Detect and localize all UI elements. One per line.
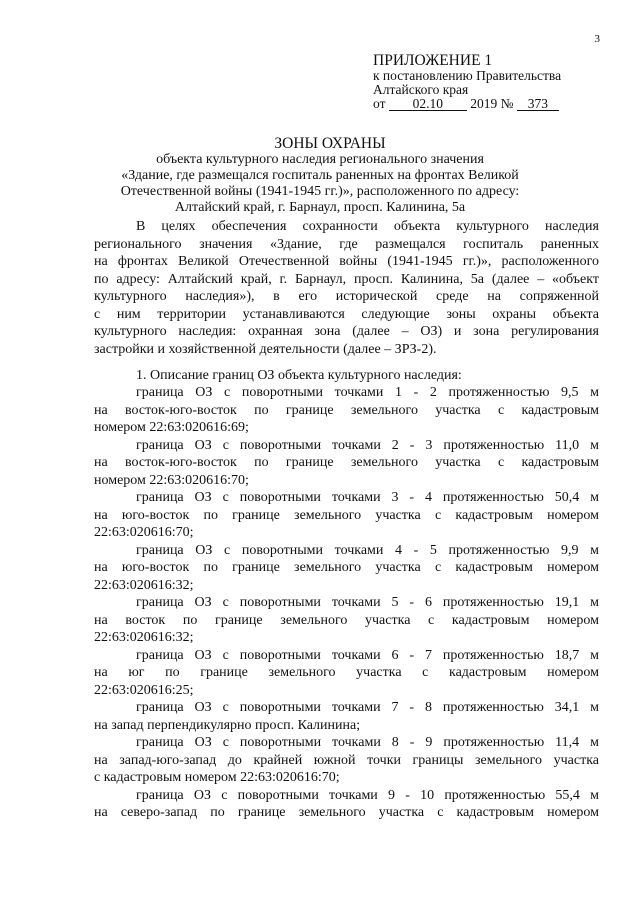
- section-heading: 1. Описание границ ОЗ объекта культурного наследия:: [136, 367, 462, 383]
- appendix-line-2: Алтайского края: [373, 82, 469, 97]
- title-line-3: Отечественной войны (1941-1945 гг.)», расположенного по адресу:: [120, 184, 520, 199]
- spacer: [94, 358, 599, 367]
- boundary-line: на восток по границе земельного участка с кадастровым номером: [94, 612, 599, 628]
- year-label: 2019 №: [470, 96, 514, 111]
- boundary-line: 22:63:020616:32;: [94, 577, 194, 593]
- intro-line: регионального значения «Здание, где размещался госпиталь раненных: [94, 236, 599, 252]
- intro-paragraph: [94, 218, 599, 358]
- appendix-block: [373, 52, 561, 111]
- boundary-item: [94, 384, 599, 437]
- boundary-item: [94, 734, 599, 787]
- title-line-4: Алтайский край, г. Барнаул, просп. Калинина, 5а: [174, 200, 466, 215]
- boundary-line: на восток-юго-восток по границе земельного участка с кадастровым: [94, 402, 599, 418]
- document-title: [0, 135, 640, 216]
- boundary-line: 22:63:020616:25;: [94, 682, 194, 698]
- boundary-line: граница ОЗ с поворотными точками 2 - 3 протяженностью 11,0 м: [136, 437, 599, 453]
- page-number: 3: [594, 33, 600, 45]
- boundary-item: [94, 489, 599, 542]
- boundary-line: на юго-восток по границе земельного участка с кадастровым номером: [94, 507, 599, 523]
- boundary-item: [94, 699, 599, 734]
- document-body: [94, 218, 599, 822]
- boundary-line: номером 22:63:020616:70;: [94, 472, 249, 488]
- title-line-1: объекта культурного наследия регионального значения: [156, 152, 484, 167]
- intro-line: застройки и хозяйственной деятельности (далее – ЗРЗ-2).: [94, 341, 437, 357]
- boundary-item: [94, 594, 599, 647]
- boundary-item: [94, 787, 599, 822]
- intro-line: культурного наследия: охранная зона (далее – ОЗ) и зона регулирования: [94, 324, 599, 339]
- intro-line: по адресу: Алтайский край, г. Барнаул, просп. Калинина, 5а (далее – «объект: [94, 271, 599, 287]
- boundary-item: [94, 647, 599, 700]
- boundary-line: на юго-восток по границе земельного участка с кадастровым номером: [94, 560, 599, 575]
- appendix-date-line: [373, 97, 561, 111]
- boundary-line: граница ОЗ с поворотными точками 3 - 4 протяженностью 50,4 м: [136, 490, 599, 505]
- boundary-line: граница ОЗ с поворотными точками 6 - 7 протяженностью 18,7 м: [136, 647, 599, 663]
- boundary-line: граница ОЗ с поворотными точками 5 - 6 протяженностью 19,1 м: [136, 595, 599, 610]
- intro-line: на фронтах Великой Отечественной войны (1941-1945 гг.)», расположенного: [94, 254, 599, 269]
- title-line-2: «Здание, где размещался госпиталь раненных на фронтах Великой: [121, 168, 519, 183]
- boundary-line: граница ОЗ с поворотными точками 4 - 5 протяженностью 9,9 м: [136, 542, 599, 558]
- intro-line: с ним территории устанавливаются следующие зоны охраны объекта: [94, 306, 599, 322]
- intro-line: культурного наследия»), в его исторической среде на сопряженной: [94, 289, 599, 304]
- boundary-line: граница ОЗ с поворотными точками 9 - 10 протяженностью 55,4 м: [136, 787, 599, 803]
- boundary-line: 22:63:020616:70;: [94, 525, 194, 540]
- boundary-line: граница ОЗ с поворотными точками 7 - 8 протяженностью 34,1 м: [136, 700, 599, 715]
- title-heading: ЗОНЫ ОХРАНЫ: [274, 135, 386, 152]
- appendix-line-1: к постановлению Правительства: [373, 68, 562, 83]
- appendix-heading: ПРИЛОЖЕНИЕ 1: [373, 52, 493, 69]
- boundary-line: с кадастровым номером 22:63:020616:70;: [94, 770, 340, 785]
- intro-line: В целях обеспечения сохранности объекта культурного наследия: [136, 219, 599, 234]
- boundary-line: 22:63:020616:32;: [94, 630, 194, 645]
- date-field: 02.10: [389, 97, 467, 111]
- boundary-line: граница ОЗ с поворотными точками 8 - 9 протяженностью 11,4 м: [136, 735, 599, 750]
- boundary-line: граница ОЗ с поворотными точками 1 - 2 протяженностью 9,5 м: [136, 385, 599, 400]
- boundary-item: [94, 542, 599, 595]
- number-field: 373: [517, 97, 559, 111]
- boundary-line: на восток-юго-восток по границе земельного участка с кадастровым: [94, 455, 599, 470]
- boundary-line: на запад-юго-запад до крайней южной точки границы земельного участка: [94, 752, 599, 768]
- boundary-line: на северо-запад по границе земельного участка с кадастровым номером: [94, 805, 599, 820]
- from-label: от: [373, 96, 386, 111]
- boundary-line: на юг по границе земельного участка с кадастровым номером: [94, 665, 599, 680]
- boundary-line: на запад перпендикулярно просп. Калинина;: [94, 717, 361, 733]
- boundary-line: номером 22:63:020616:69;: [94, 420, 249, 435]
- boundary-item: [94, 437, 599, 490]
